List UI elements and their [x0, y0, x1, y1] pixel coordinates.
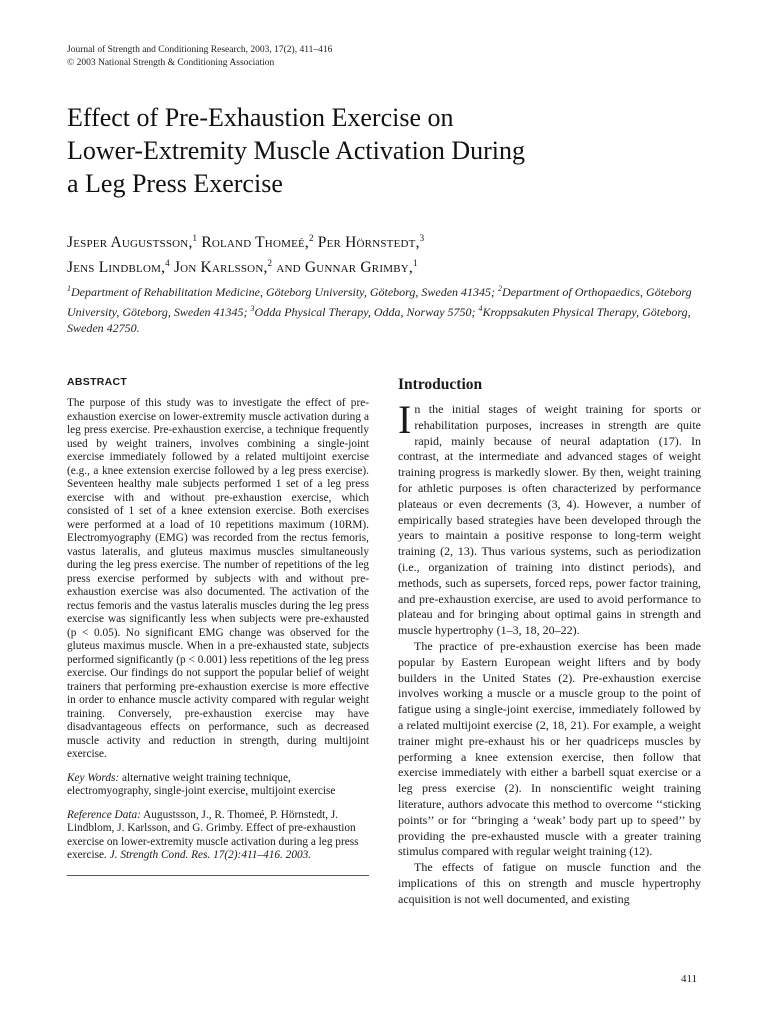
affil-mark: 4: [478, 303, 483, 313]
keywords-text: alternative weight training technique, electromyography, single-joint exercise, multijoint exercise: [67, 771, 336, 797]
reference-text: Augustsson, J., R. Thomeé, P. Hörnstedt, J. Lindblom, J. Karlsson, and G. Grimby. Effect of pre-exhaustion exercise on lower-extremity muscle activation during a leg press exercise.: [67, 808, 359, 861]
affil-mark: 1: [67, 284, 71, 293]
journal-header: [67, 44, 332, 70]
reference-data: [67, 809, 369, 863]
page-number: 411: [681, 973, 698, 985]
author-affil-mark: 1: [192, 233, 198, 243]
copyright-line: © 2003 National Strength & Conditioning Association: [67, 58, 275, 68]
affiliation-text: Odda Physical Therapy, Odda, Norway 5750;: [254, 304, 476, 319]
affiliation-text: Department of Rehabilitation Medicine, Göteborg University, Göteborg, Sweden 41345;: [71, 285, 496, 299]
title-line-2: Lower-Extremity Muscle Activation During: [67, 136, 525, 165]
introduction-heading: Introduction: [398, 376, 483, 393]
left-column: [67, 376, 369, 876]
title-line-1: Effect of Pre-Exhaustion Exercise on: [67, 103, 454, 132]
affiliations: [67, 281, 697, 337]
intro-paragraph-2: The practice of pre-exhaustion exercise has been made popular by Eastern European weight lifters and by body builders in the United States (2). Pre-exhaustion exercise involves working a muscle or a muscle group to the point of fatigue using a single-joint exercise, immediately followed by a related multijoint exercise (2, 18, 21). For example, a weight trainer might pre-exhaust his or her quadriceps muscles by performing a knee extension exercise, then follow that exercise immediately with either a barbell squat exercise or a leg press exercise (2). In nonscientific weight training literature, authors advocate this method to overcome ‘‘sticking points’’ or for ‘‘bringing a ‘weak’ body part up to speed’’ by providing the pre-exhausted muscle with a greater training stimulus compared with regular weight training (12).: [398, 638, 701, 859]
right-column: [398, 376, 701, 908]
author-list: [67, 228, 707, 278]
affil-mark: 2: [498, 284, 503, 293]
drop-cap: I: [398, 397, 412, 442]
column-rule: [67, 875, 369, 876]
intro-paragraph-1-text: n the initial stages of weight training for sports or rehabilitation purposes, increases in strength are quite rapid, mainly because of neural adaptation (17). In contrast, at the intermediate and advanced stages of weight training progress is markedly slower. By then, weight training for athletic purposes is often characterized by performance plateaus or even decrements (3, 4). However, a number of empirically based strategies have been developed through the years to maintain a positive response to long-term weight training (2, 13). Thus various systems, such as periodization (i.e., organization of training into distinct periods), and methods, such as supersets, forced reps, power factor training, and pre-exhaustion exercise, are used to avoid performance to plateau and for bringing about optimal gains in strength and muscle hypertrophy (1–3, 18, 20–22).: [398, 402, 701, 638]
intro-paragraph-1: [398, 397, 701, 639]
abstract-heading: ABSTRACT: [67, 376, 128, 388]
keywords-label: Key Words:: [67, 771, 120, 784]
article-title: [67, 101, 687, 200]
affiliation-text: Department of Orthopaedics, Göteborg University, Göteborg, Sweden 41345;: [67, 285, 692, 319]
author-affil-mark: 3: [419, 233, 425, 243]
affil-mark: 3: [250, 303, 255, 313]
author-name: Jon Karlsson,: [173, 259, 268, 277]
reference-label: Reference Data:: [67, 808, 141, 821]
author-affil-mark: 2: [309, 233, 314, 243]
author-affil-mark: 2: [267, 258, 273, 269]
author-name: and Gunnar Grimby,: [276, 259, 413, 277]
affiliation-text: Kroppsakuten Physical Therapy, Göteborg, Sweden 42750.: [67, 304, 691, 335]
author-affil-mark: 1: [412, 258, 418, 269]
reference-journal: J. Strength Cond. Res. 17(2):411–416. 2003.: [109, 849, 312, 861]
author-name: Jesper Augustsson,: [67, 234, 193, 252]
author-name: Roland Thomeé,: [201, 234, 309, 252]
abstract-text: The purpose of this study was to investigate the effect of pre-exhaustion exercise on lower-extremity muscle activation during a leg press exercise. Pre-exhaustion exercise, a technique frequently used by weight trainers, involves combining a single-joint exercise immediately followed by a related multijoint exercise (e.g., a knee extension exercise followed by a leg press exercise). Seventeen healthy male subjects performed 1 set of a leg press exercise with and without pre-exhaustion exercise, which consisted of 1 set of a knee extension exercise. Both exercises were performed at a load of 10 repetitions maximum (10RM). Electromyography (EMG) was recorded from the rectus femoris, vastus lateralis, and gluteus maximus muscles simultaneously during the leg press exercise. The number of repetitions of the leg press exercise performed by subjects with and without pre-exhaustion exercise was also documented. The activation of the rectus femoris and the vastus lateralis muscles during the leg press exercise was significantly less when subjects were pre-exhausted (p < 0.05). No significant EMG change was observed for the gluteus maximus muscle. When in a pre-exhausted state, subjects performed significantly (p < 0.001) less repetitions of the leg press exercise. Our findings do not support the popular belief of weight trainers that performing pre-exhaustion exercise is more effective in order to enhance muscle activity compared with regular weight training. Conversely, pre-exhaustion exercise may have disadvantageous effects on performance, such as decreased muscle activity and reduction in strength, during multijoint exercise.: [67, 397, 369, 760]
author-name: Jens Lindblom,: [67, 259, 166, 277]
author-affil-mark: 4: [165, 258, 170, 269]
author-name: Per Hörnstedt,: [317, 234, 420, 252]
intro-paragraph-3: The effects of fatigue on muscle function and the implications of this on strength and muscle hypertrophy acquisition is not well documented, and existing: [398, 860, 701, 906]
keywords: [67, 772, 369, 799]
title-line-3: a Leg Press Exercise: [67, 169, 283, 198]
journal-citation: Journal of Strength and Conditioning Research, 2003, 17(2), 411–416: [67, 45, 333, 55]
